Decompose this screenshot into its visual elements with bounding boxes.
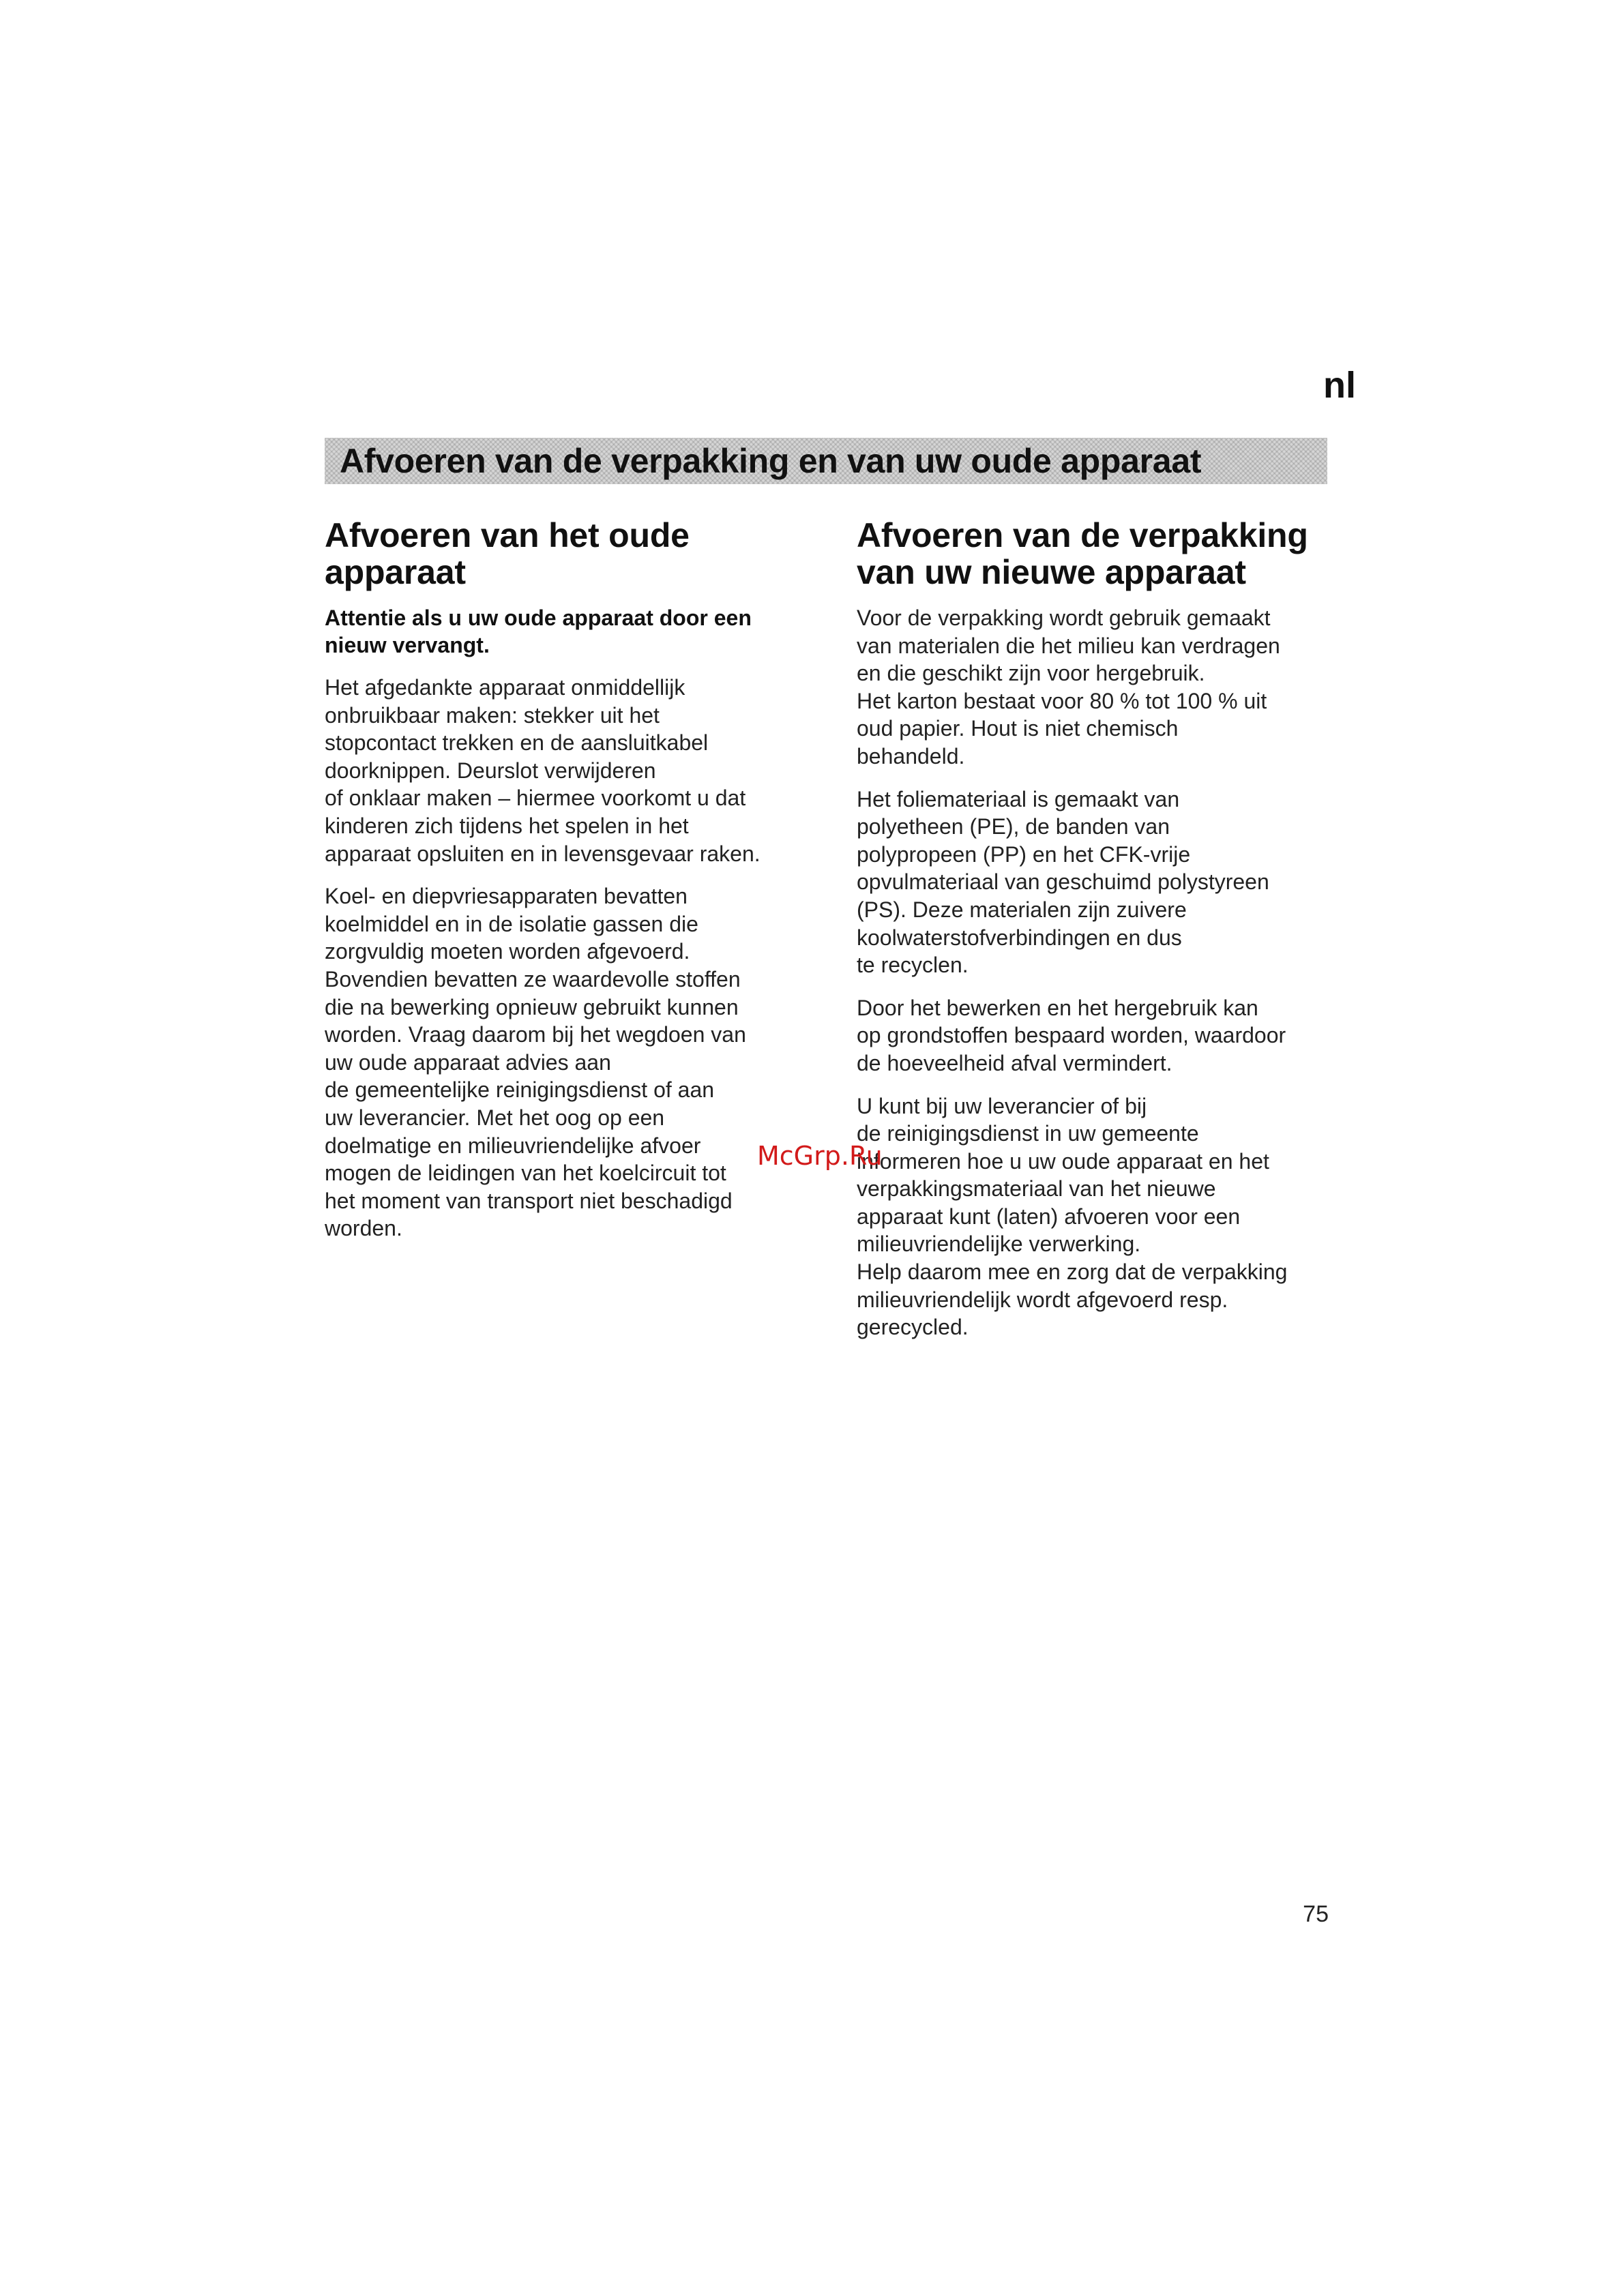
banner-title: Afvoeren van de verpakking en van uw oude apparaat (340, 442, 1202, 480)
section-banner (325, 438, 1327, 484)
left-paragraph-2: Koel- en diepvriesapparaten bevatten koelmiddel en in de isolatie gassen die zorgvuldig moeten worden afgevoerd. Bovendien bevatten ze waardevolle stoffen die na bewerking opnieuw gebruikt kunnen worden. Vraag daarom bij het wegdoen van uw oude apparaat advies aan de gemeentelijke reinigingsdienst of aan uw leverancier. Met het oog op een doelmatige en milieuvriendelijke afvoer mogen de leidingen van het koelcircuit tot het moment van transport niet beschadigd worden. (325, 884, 746, 1241)
right-column-heading: Afvoeren van de verpakking van uw nieuwe apparaat (857, 516, 1308, 591)
page-number: 75 (1303, 1901, 1329, 1927)
left-paragraph-1: Het afgedankte apparaat onmiddellijk onbruikbaar maken: stekker uit het stopcontact trekken en de aansluitkabel doorknippen. Deurslot verwijderen of onklaar maken – hiermee voorkomt u dat kinderen zich tijdens het spelen in het apparaat opsluiten en in levensgevaar raken. (325, 675, 761, 866)
left-column-subheading: Attentie als u uw oude apparaat door een nieuw vervangt. (325, 606, 752, 657)
right-column (857, 517, 1334, 1356)
watermark: McGrp.Ru (757, 1141, 883, 1171)
left-column (325, 517, 802, 1257)
right-paragraph-4: U kunt bij uw leverancier of bij de reinigingsdienst in uw gemeente informeren hoe u uw oude apparaat en het verpakkingsmateriaal van het nieuwe apparaat kunt (laten) afvoeren voor een milieuvriendelijke verwerking. Help daarom mee en zorg dat de verpakking milieuvriendelijk wordt afgevoerd resp. gerecycled. (857, 1093, 1288, 1340)
right-paragraph-1: Voor de verpakking wordt gebruik gemaakt van materialen die het milieu kan verdragen en die geschikt zijn voor hergebruik. Het karton bestaat voor 80 % tot 100 % uit oud papier. Hout is niet chemisch behandeld. (857, 606, 1280, 769)
language-tag: nl (1323, 365, 1356, 406)
left-column-heading: Afvoeren van het oude apparaat (325, 516, 690, 591)
right-paragraph-3: Door het bewerken en het hergebruik kan op grondstoffen bespaard worden, waardoor de hoeveelheid afval vermindert. (857, 995, 1286, 1075)
right-paragraph-2: Het foliemateriaal is gemaakt van polyetheen (PE), de banden van polypropeen (PP) en het CFK-vrije opvulmateriaal van geschuimd polystyreen (PS). Deze materialen zijn zuivere koolwaterstofverbindingen en dus te recyclen. (857, 786, 1269, 978)
